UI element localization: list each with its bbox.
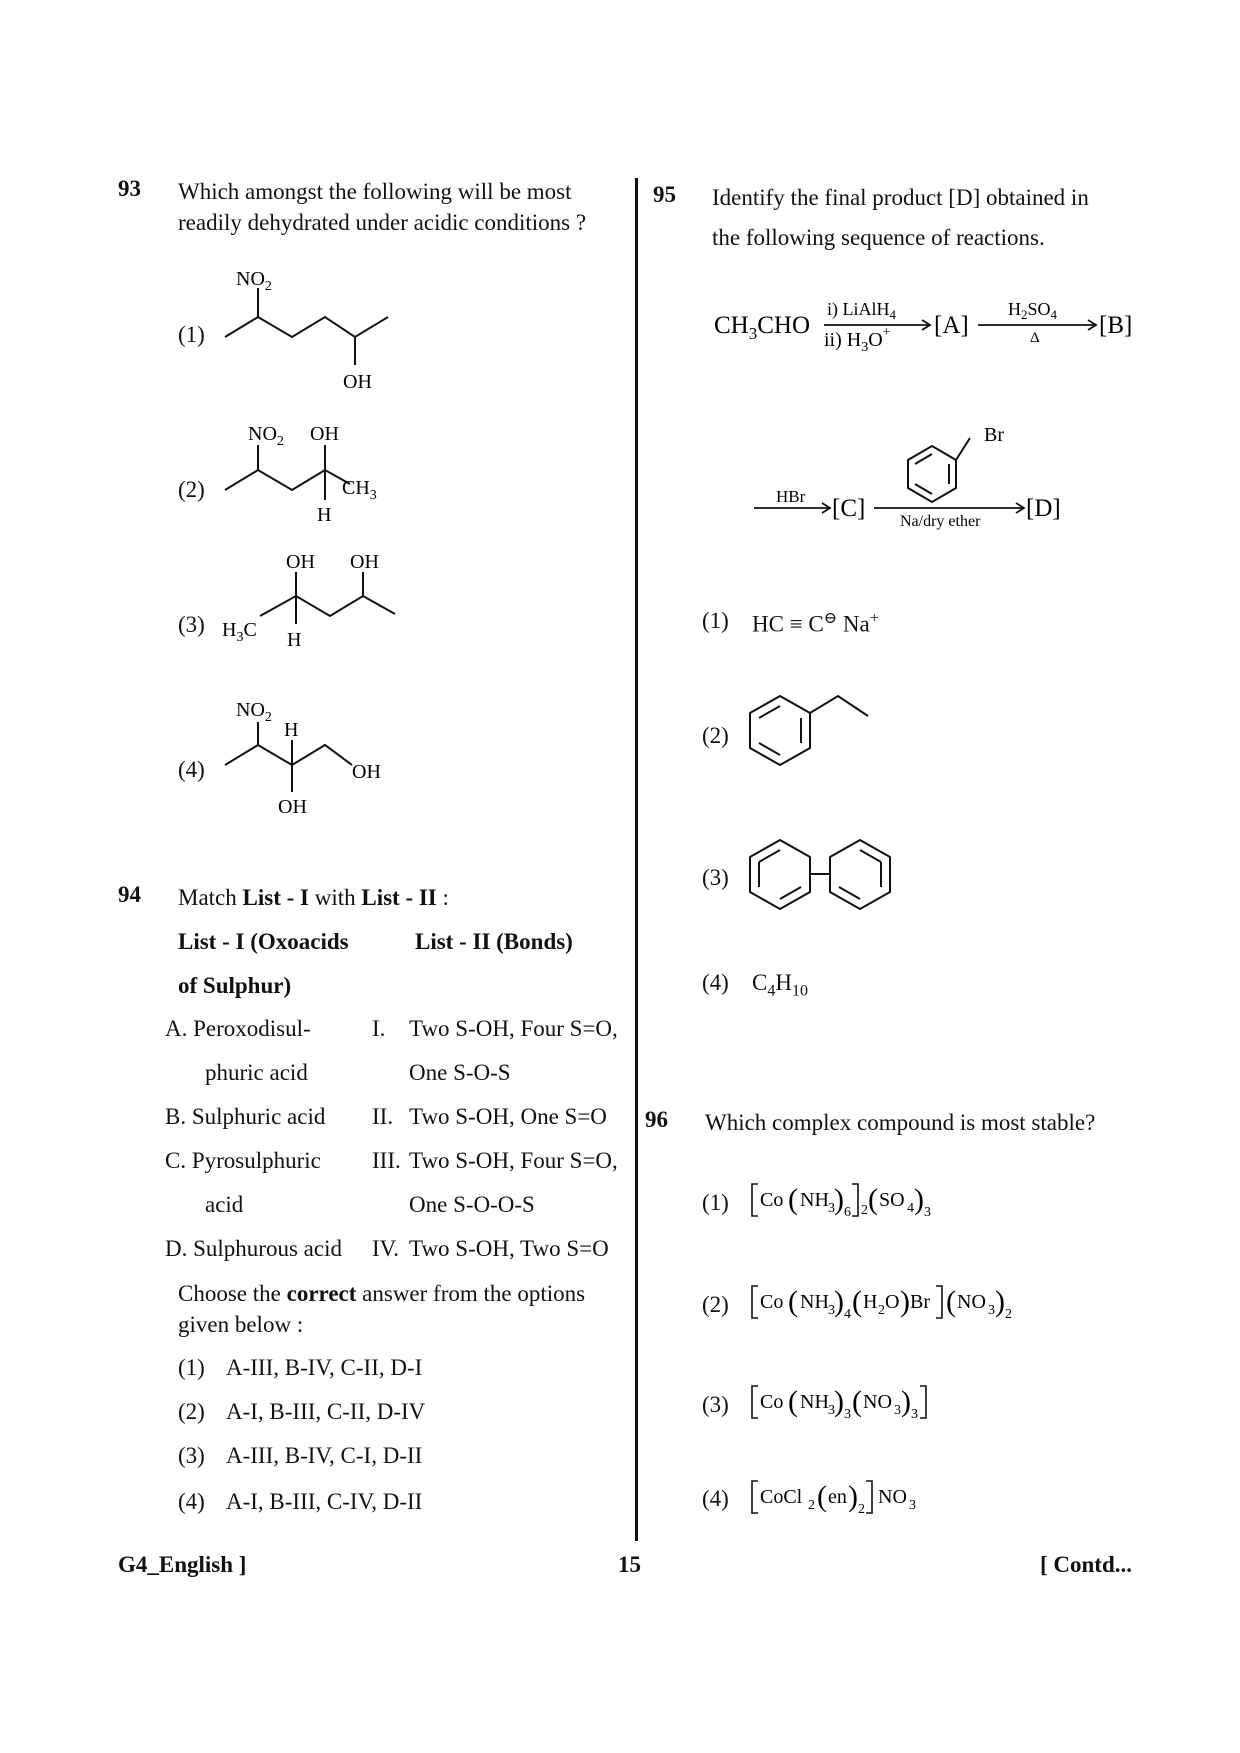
question-93-number: 93 xyxy=(118,176,141,201)
svg-text:3: 3 xyxy=(924,1205,931,1220)
svg-text:6: 6 xyxy=(844,1205,851,1220)
svg-text:H: H xyxy=(317,504,332,526)
q95-option-1-text: HC ≡ C⊖ Na+ xyxy=(752,610,879,637)
q96-option-4-formula xyxy=(748,1475,968,1525)
svg-text:OH: OH xyxy=(310,423,339,445)
svg-text:Co: Co xyxy=(760,1189,784,1211)
svg-text:2: 2 xyxy=(808,1498,815,1513)
svg-text:3: 3 xyxy=(909,1498,916,1513)
svg-text:(: ( xyxy=(852,1285,862,1318)
q93-option-2-label: (2) xyxy=(178,477,205,502)
question-94-number: 94 xyxy=(118,882,141,907)
svg-text:3: 3 xyxy=(828,1403,835,1418)
q93-option-4-label: (4) xyxy=(178,757,205,782)
q94-instruction-line1: Choose the correct answer from the options xyxy=(178,1281,586,1306)
svg-text:4: 4 xyxy=(907,1201,914,1216)
list2-item-iii-cont: One S-O-O-S xyxy=(409,1192,535,1217)
svg-text:2: 2 xyxy=(878,1303,885,1318)
svg-text:NO2: $NO_2$ xyxy=(248,423,284,449)
svg-text:4: 4 xyxy=(844,1307,851,1322)
q95-option-2-ethylbenzene xyxy=(745,688,885,788)
svg-text:(: ( xyxy=(852,1385,862,1418)
svg-text:2: 2 xyxy=(1005,1307,1012,1322)
svg-text:ii) H3O+: ii) $H_3O^+$ xyxy=(824,325,891,355)
list1-item-a-cont: phuric acid xyxy=(205,1060,308,1085)
svg-text:H2SO4: $H_2SO_4$ xyxy=(1008,299,1058,322)
svg-text:HBr: HBr xyxy=(776,487,806,506)
list2-item-iii: Two S-OH, Four S=O, xyxy=(409,1148,618,1173)
list2-item-iv: Two S-OH, Two S=O xyxy=(409,1236,609,1261)
svg-text:NO: NO xyxy=(878,1486,907,1508)
svg-text:3: 3 xyxy=(894,1403,901,1418)
oh-label: OH xyxy=(343,371,372,393)
list1-item-b: B. Sulphuric acid xyxy=(165,1104,326,1129)
q96-option-2-formula xyxy=(748,1280,1048,1330)
reaction-scheme-line1 xyxy=(712,285,1152,365)
svg-text:[B]: [B] xyxy=(1099,312,1133,339)
question-96-number: 96 xyxy=(645,1107,668,1132)
question-93-text-line1: Which amongst the following will be most xyxy=(178,179,572,204)
svg-text:H3C: $H_3C$ xyxy=(222,619,257,645)
q94-option-1-text: A-III, B-IV, C-II, D-I xyxy=(226,1355,423,1380)
q93-option-3-label: (3) xyxy=(178,612,205,637)
question-95-text-line2: the following sequence of reactions. xyxy=(712,225,1045,250)
q95-option-1-num: (1) xyxy=(702,608,729,633)
svg-text:(: ( xyxy=(788,1285,798,1318)
svg-text:Co: Co xyxy=(760,1391,784,1413)
question-94-intro: Match List - I with List - II : xyxy=(178,885,449,910)
reaction-scheme-line2 xyxy=(752,420,1092,530)
q96-option-1-num: (1) xyxy=(702,1190,729,1215)
q95-option-4-text: $C_4H_{10}$ xyxy=(752,970,808,1000)
svg-text:3: 3 xyxy=(911,1407,918,1422)
svg-text:NH: NH xyxy=(800,1291,829,1313)
q93-option-4-structure xyxy=(220,692,400,822)
q93-option-1-label: (1) xyxy=(178,322,205,347)
svg-text:): ) xyxy=(834,1183,844,1216)
svg-text:NH: NH xyxy=(800,1189,829,1211)
svg-text:CoCl: CoCl xyxy=(760,1486,803,1508)
list2-item-iii-num: III. xyxy=(372,1148,401,1173)
svg-text:OH: OH xyxy=(278,796,307,818)
q95-option-2-num: (2) xyxy=(702,723,729,748)
svg-text:NO: NO xyxy=(957,1291,986,1313)
footer-right: [ Contd... xyxy=(1040,1552,1133,1577)
q94-option-4-text: A-I, B-III, C-IV, D-II xyxy=(226,1489,423,1514)
question-93-text-line2: readily dehydrated under acidic conditions ? xyxy=(178,210,587,235)
svg-text:OH: OH xyxy=(352,761,381,783)
list1-item-c: C. Pyrosulphuric xyxy=(165,1148,321,1173)
q94-option-3-text: A-III, B-IV, C-I, D-II xyxy=(226,1443,423,1468)
q94-option-2-text: A-I, B-III, C-II, D-IV xyxy=(226,1399,426,1424)
svg-text:3: 3 xyxy=(828,1303,835,1318)
q96-option-2-num: (2) xyxy=(702,1292,729,1317)
list1-item-d: D. Sulphurous acid xyxy=(165,1236,342,1261)
q95-option-3-num: (3) xyxy=(702,865,729,890)
list2-header: List - II (Bonds) xyxy=(415,929,573,954)
question-95-text-line1: Identify the final product [D] obtained in xyxy=(712,185,1089,210)
column-divider xyxy=(635,178,638,1541)
svg-text:(: ( xyxy=(788,1385,798,1418)
list1-header-line1: List - I (Oxoacids xyxy=(178,929,349,954)
svg-text:OH: OH xyxy=(350,551,379,573)
svg-text:[D]: [D] xyxy=(1026,495,1061,522)
svg-text:SO: SO xyxy=(879,1189,905,1211)
svg-text:NH: NH xyxy=(800,1391,829,1413)
svg-text:): ) xyxy=(900,1285,910,1318)
svg-text:): ) xyxy=(834,1385,844,1418)
svg-text:2: 2 xyxy=(861,1203,868,1218)
svg-text:): ) xyxy=(848,1480,858,1513)
svg-text:NO2: $NO_2$ xyxy=(236,699,272,725)
svg-text:CH3CHO: $CH_3CHO$ xyxy=(714,312,811,343)
svg-text:H: H xyxy=(287,629,302,651)
svg-text:NO: NO xyxy=(863,1391,892,1413)
svg-text:Na/dry ether: Na/dry ether xyxy=(900,513,981,530)
svg-text:OH: OH xyxy=(286,551,315,573)
no2-label: $NO_2$ xyxy=(236,268,272,294)
svg-text:3: 3 xyxy=(988,1303,995,1318)
q94-instruction-line2: given below : xyxy=(178,1312,304,1337)
q93-option-2-structure xyxy=(220,412,400,542)
svg-text:): ) xyxy=(914,1183,924,1216)
svg-text:Co: Co xyxy=(760,1291,784,1313)
q96-option-1-formula xyxy=(748,1178,968,1228)
q94-option-1-num: (1) xyxy=(178,1355,205,1380)
svg-text:H: H xyxy=(284,719,299,741)
svg-text:): ) xyxy=(995,1285,1005,1318)
list2-item-iv-num: IV. xyxy=(372,1236,400,1261)
svg-text:H: H xyxy=(863,1291,878,1313)
q95-option-3-biphenyl xyxy=(745,832,925,932)
svg-text:CH3: $CH_3$ xyxy=(342,477,377,503)
svg-text:[C]: [C] xyxy=(832,495,866,522)
svg-text:3: 3 xyxy=(844,1407,851,1422)
list1-item-c-cont: acid xyxy=(205,1192,244,1217)
question-96-text: Which complex compound is most stable? xyxy=(705,1110,1096,1135)
question-95-number: 95 xyxy=(653,182,676,207)
svg-text:3: 3 xyxy=(828,1201,835,1216)
svg-text:2: 2 xyxy=(858,1502,865,1517)
svg-text:(: ( xyxy=(868,1183,878,1216)
list2-item-ii: Two S-OH, One S=O xyxy=(409,1104,607,1129)
svg-text:Br: Br xyxy=(910,1291,930,1313)
q94-option-3-num: (3) xyxy=(178,1443,205,1468)
q96-option-4-num: (4) xyxy=(702,1486,729,1511)
list2-item-i-cont: One S-O-S xyxy=(409,1060,511,1085)
q96-option-3-num: (3) xyxy=(702,1392,729,1417)
page-number: 15 xyxy=(618,1552,641,1577)
svg-text:(: ( xyxy=(788,1183,798,1216)
svg-text:[A]: [A] xyxy=(934,312,969,339)
list1-item-a: A. Peroxodisul- xyxy=(165,1016,311,1041)
svg-text:O: O xyxy=(885,1291,900,1313)
list2-item-i-num: I. xyxy=(372,1016,386,1041)
footer-left: G4_English ] xyxy=(118,1552,247,1577)
list2-item-i: Two S-OH, Four S=O, xyxy=(409,1016,618,1041)
svg-text:): ) xyxy=(901,1385,911,1418)
svg-text:Δ: Δ xyxy=(1030,330,1040,346)
svg-text:Br: Br xyxy=(984,424,1004,446)
svg-text:en: en xyxy=(828,1486,847,1508)
q93-option-1-structure xyxy=(220,255,400,395)
svg-text:i) LiAlH4: i) LiAlH$_4$ xyxy=(827,299,896,322)
q96-option-3-formula xyxy=(748,1380,968,1430)
svg-text:): ) xyxy=(834,1285,844,1318)
list1-header-line2: of Sulphur) xyxy=(178,973,292,998)
q94-option-2-num: (2) xyxy=(178,1399,205,1424)
svg-text:(: ( xyxy=(946,1285,956,1318)
svg-text:(: ( xyxy=(817,1480,827,1513)
q95-option-4-num: (4) xyxy=(702,970,729,995)
list2-item-ii-num: II. xyxy=(372,1104,394,1129)
q94-option-4-num: (4) xyxy=(178,1489,205,1514)
bromobenzene-ring xyxy=(908,438,970,502)
q93-option-3-structure xyxy=(220,550,400,670)
